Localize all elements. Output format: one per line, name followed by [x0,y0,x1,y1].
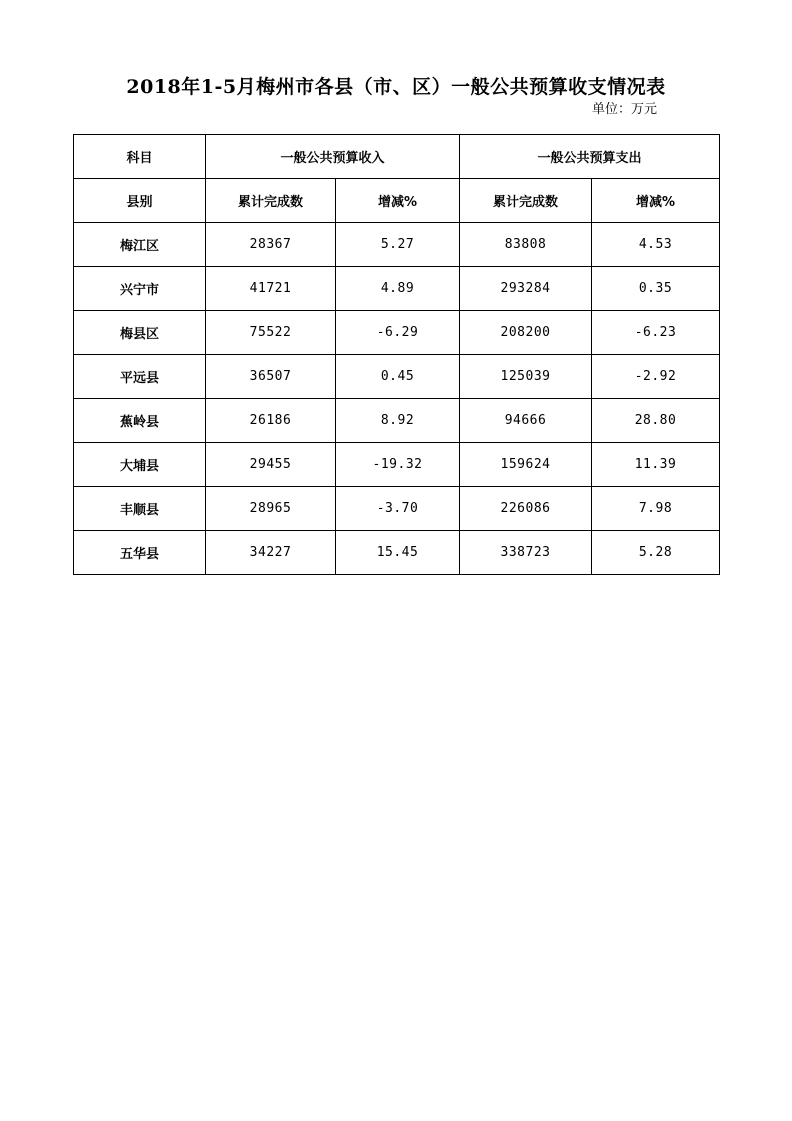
expenditure-change-cell: 0.35 [592,267,720,311]
expenditure-total-cell: 159624 [460,443,592,487]
county-cell: 蕉岭县 [74,399,206,443]
expenditure-change-cell: 4.53 [592,223,720,267]
table-row [74,223,720,267]
budget-table [73,134,720,575]
page-title: 2018年1-5月梅州市各县（市、区）一般公共预算收支情况表 [126,76,666,98]
county-cell: 平远县 [74,355,206,399]
county-cell: 梅县区 [74,311,206,355]
table-row [74,267,720,311]
expenditure-total-cell: 208200 [460,311,592,355]
table-row [74,399,720,443]
revenue-total-cell: 41721 [206,267,336,311]
expenditure-change-cell: 11.39 [592,443,720,487]
table-row [74,531,720,575]
revenue-change-cell: 8.92 [336,399,460,443]
header-expenditure-change: 增减% [592,179,720,223]
revenue-total-cell: 36507 [206,355,336,399]
county-cell: 丰顺县 [74,487,206,531]
revenue-total-cell: 28367 [206,223,336,267]
expenditure-total-cell: 125039 [460,355,592,399]
revenue-total-cell: 28965 [206,487,336,531]
expenditure-change-cell: -2.92 [592,355,720,399]
table-row [74,487,720,531]
county-cell: 兴宁市 [74,267,206,311]
header-expenditure-total: 累计完成数 [460,179,592,223]
revenue-change-cell: 5.27 [336,223,460,267]
expenditure-change-cell: -6.23 [592,311,720,355]
table-row [74,355,720,399]
expenditure-total-cell: 338723 [460,531,592,575]
county-cell: 梅江区 [74,223,206,267]
revenue-change-cell: 4.89 [336,267,460,311]
header-county: 县别 [74,179,206,223]
revenue-change-cell: -19.32 [336,443,460,487]
revenue-total-cell: 75522 [206,311,336,355]
revenue-total-cell: 26186 [206,399,336,443]
county-cell: 五华县 [74,531,206,575]
revenue-change-cell: -3.70 [336,487,460,531]
revenue-total-cell: 29455 [206,443,336,487]
header-revenue: 一般公共预算收入 [206,135,460,179]
expenditure-total-cell: 226086 [460,487,592,531]
revenue-change-cell: 0.45 [336,355,460,399]
expenditure-total-cell: 293284 [460,267,592,311]
expenditure-change-cell: 5.28 [592,531,720,575]
header-revenue-change: 增减% [336,179,460,223]
table-row [74,443,720,487]
revenue-total-cell: 34227 [206,531,336,575]
header-row-2 [74,179,720,223]
header-subject: 科目 [74,135,206,179]
expenditure-total-cell: 83808 [460,223,592,267]
expenditure-change-cell: 7.98 [592,487,720,531]
county-cell: 大埔县 [74,443,206,487]
expenditure-change-cell: 28.80 [592,399,720,443]
unit-label: 单位：万元 [592,102,658,117]
header-revenue-total: 累计完成数 [206,179,336,223]
header-expenditure: 一般公共预算支出 [460,135,720,179]
table-row [74,311,720,355]
header-row-1 [74,135,720,179]
revenue-change-cell: 15.45 [336,531,460,575]
revenue-change-cell: -6.29 [336,311,460,355]
expenditure-total-cell: 94666 [460,399,592,443]
